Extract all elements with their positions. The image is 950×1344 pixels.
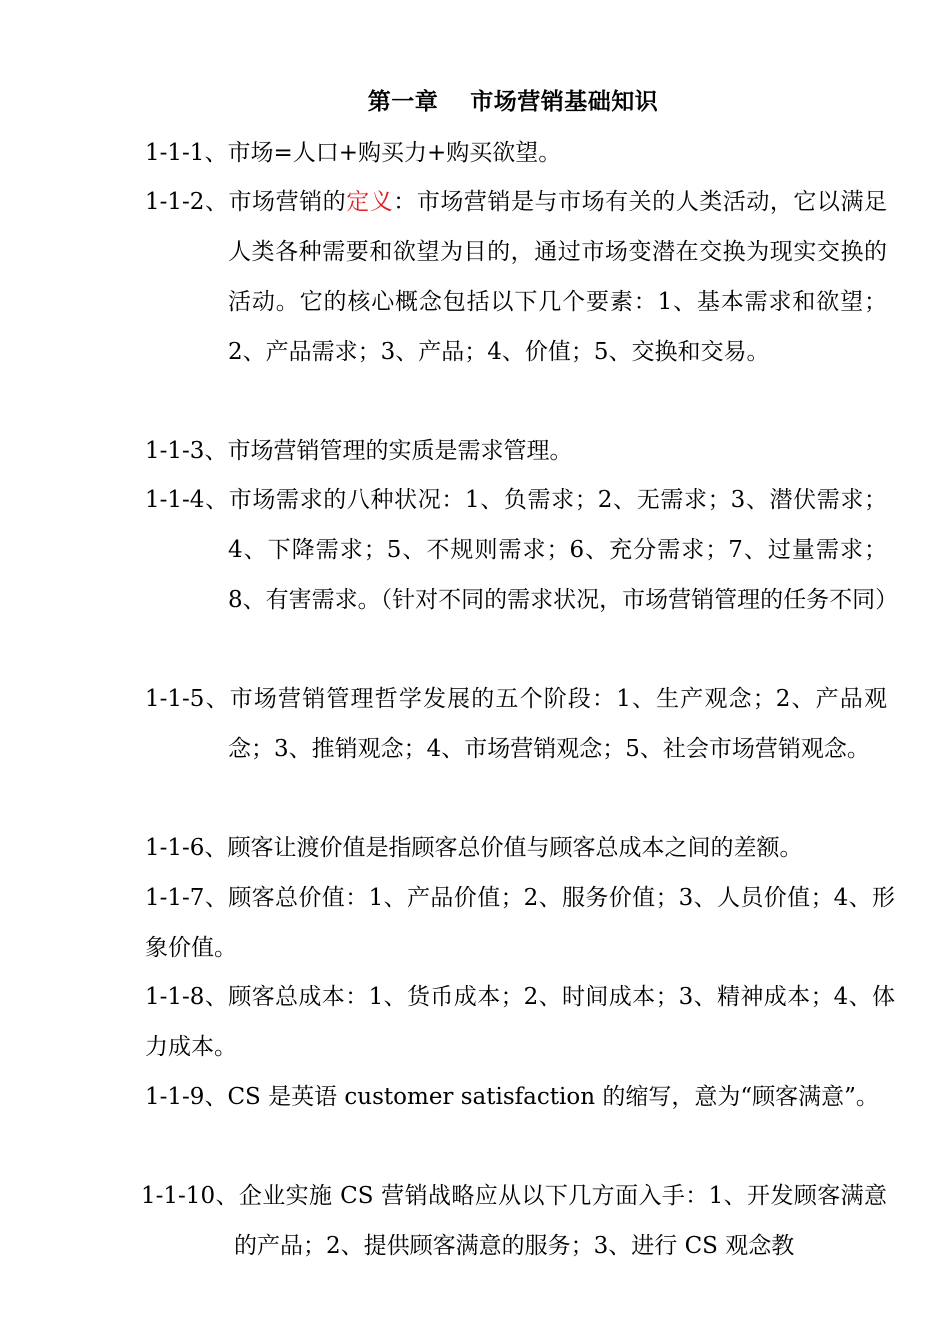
definition-highlight: 定义 [346, 189, 394, 215]
item-1-1-7: 1-1-7、顾客总价值：1、产品价值；2、服务价值；3、人员价值；4、形象价值。 [145, 885, 895, 961]
item-prefix: 1-1-2、市场营销的 [145, 189, 347, 215]
item-1-1-8: 1-1-8、顾客总成本：1、货币成本；2、时间成本；3、精神成本；4、体力成本。 [145, 984, 895, 1060]
chapter-title: 第一章 市场营销基础知识 [367, 89, 659, 115]
item-1-1-1: 1-1-1、市场=人口+购买力+购买欲望。 [145, 140, 562, 166]
item-1-1-9: 1-1-9、CS 是英语 customer satisfaction 的缩写，意为“顾客满意”。 [145, 1084, 879, 1110]
item-1-1-2 [145, 177, 887, 377]
item-body: ：市场营销是与市场有关的人类活动，它以满足人类各种需要和欲望为目的，通过市场变潜在交换为现实交换的活动。它的核心概念包括以下几个要素：1、基本需求和欲望；2、产品需求；3、产品；4、价值；5、交换和交易。 [228, 189, 888, 365]
item-1-1-4: 1-1-4、市场需求的八种状况：1、负需求；2、无需求；3、潜伏需求；4、下降需求；5、不规则需求；6、充分需求；7、过量需求；8、有害需求。（针对不同的需求状况，市场营销管理的任务不同） [145, 487, 899, 613]
item-1-1-5: 1-1-5、市场营销管理哲学发展的五个阶段：1、生产观念；2、产品观念；3、推销观念；4、市场营销观念；5、社会市场营销观念。 [145, 686, 887, 762]
item-1-1-10: 1-1-10、企业实施 CS 营销战略应从以下几方面入手：1、开发顾客满意的产品；2、提供顾客满意的服务；3、进行 CS 观念教 [141, 1183, 887, 1259]
item-1-1-3: 1-1-3、市场营销管理的实质是需求管理。 [145, 438, 573, 464]
item-1-1-6: 1-1-6、顾客让渡价值是指顾客总价值与顾客总成本之间的差额。 [145, 835, 803, 861]
